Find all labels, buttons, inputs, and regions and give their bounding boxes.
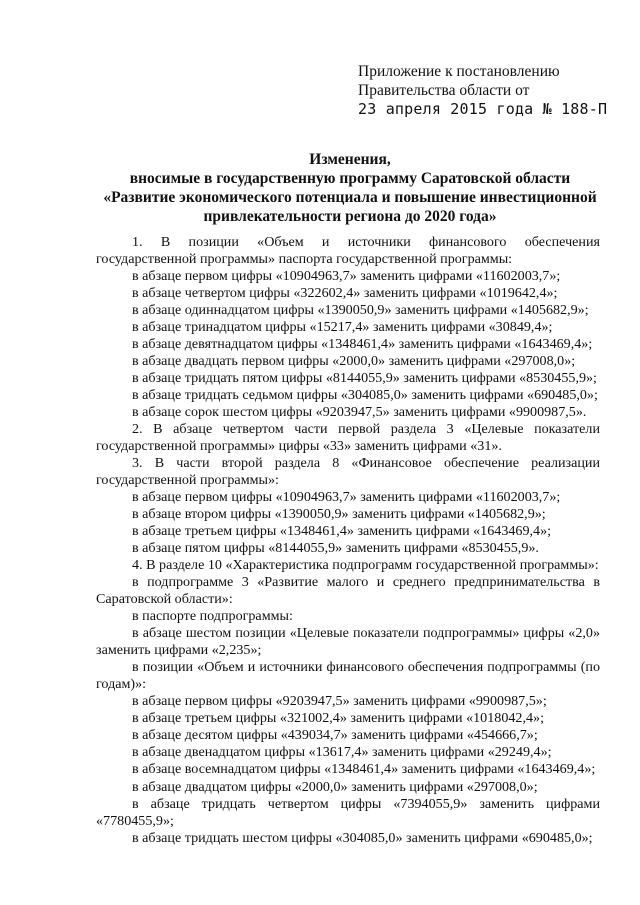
paragraph: в абзаце четвертом цифры «322602,4» заменить цифрами «1019642,4»;	[132, 285, 558, 302]
paragraph: в абзаце первом цифры «9203947,5» заменить цифрами «9900987,5»;	[132, 693, 547, 710]
paragraph: в абзаце тридцать пятом цифры «8144055,9» заменить цифрами «8530455,9»;	[132, 370, 597, 387]
paragraph: в паспорте подпрограммы:	[132, 608, 293, 625]
paragraph: в абзаце тридцать седьмом цифры «304085,0» заменить цифрами «690485,0»;	[132, 387, 598, 404]
appendix-date-number: 23 апреля 2015 года № 188-П	[358, 100, 608, 118]
paragraph: в абзаце третьем цифры «321002,4» заменить цифрами «1018042,4»;	[132, 710, 544, 727]
paragraph: в абзаце первом цифры «10904963,7» заменить цифрами «11602003,7»;	[132, 489, 561, 506]
paragraph: в абзаце двенадцатом цифры «13617,4» заменить цифрами «29249,4»;	[132, 744, 552, 761]
paragraph: в абзаце одиннадцатом цифры «1390050,9» заменить цифрами «1405682,9»;	[132, 302, 589, 319]
appendix-header	[358, 62, 628, 119]
paragraph: в абзаце третьем цифры «1348461,4» заменить цифрами «1643469,4»;	[132, 523, 552, 540]
paragraph: в абзаце шестом позиции «Целевые показатели подпрограммы» цифры «2,0» заменить цифрами «2,235»;	[96, 625, 600, 659]
appendix-line-1: Приложение к постановлению	[358, 63, 560, 80]
appendix-line-2: Правительства области от	[358, 82, 530, 99]
paragraph: в абзаце первом цифры «10904963,7» заменить цифрами «11602003,7»;	[132, 268, 561, 285]
paragraph: в абзаце сорок шестом цифры «9203947,5» заменить цифрами «9900987,5».	[132, 404, 587, 421]
paragraph: 1. В позиции «Объем и источники финансового обеспечения государственной программы» паспорта государственной программы:	[96, 234, 600, 268]
paragraph: в подпрограмме 3 «Развитие малого и среднего предпринимательства в Саратовской области»:	[96, 574, 600, 608]
paragraph: в абзаце пятом цифры «8144055,9» заменить цифрами «8530455,9».	[132, 540, 539, 557]
title-line-4: привлекательности региона до 2020 года»	[203, 208, 497, 225]
paragraph: 2. В абзаце четвертом части первой раздела 3 «Целевые показатели государственной программы» цифры «33» заменить цифрами «31».	[96, 421, 600, 455]
paragraph: в позиции «Объем и источники финансового обеспечения подпрограммы (по годам)»:	[96, 659, 600, 693]
title-line-3: «Развитие экономического потенциала и повышение инвестиционной	[103, 189, 597, 206]
paragraph: в абзаце тринадцатом цифры «15217,4» заменить цифрами «30849,4»;	[132, 319, 553, 336]
paragraph: в абзаце двадцать первом цифры «2000,0» заменить цифрами «297008,0»;	[132, 353, 576, 370]
paragraph: в абзаце восемнадцатом цифры «1348461,4» заменить цифрами «1643469,4»;	[132, 761, 596, 778]
paragraph: в абзаце тридцать шестом цифры «304085,0» заменить цифрами «690485,0»;	[132, 829, 593, 846]
document-body	[96, 234, 600, 847]
title-line-1: Изменения,	[309, 151, 391, 168]
paragraph: в абзаце тридцать четвертом цифры «7394055,9» заменить цифрами «7780455,9»;	[96, 795, 600, 829]
title-line-2: вносимые в государственную программу Саратовской области	[129, 170, 571, 187]
paragraph: в абзаце двадцатом цифры «2000,0» заменить цифрами «297008,0»;	[132, 778, 538, 795]
paragraph: 3. В части второй раздела 8 «Финансовое обеспечение реализации государственной программы»:	[96, 455, 600, 489]
paragraph: в абзаце девятнадцатом цифры «1348461,4» заменить цифрами «1643469,4»;	[132, 336, 593, 353]
paragraph: в абзаце десятом цифры «439034,7» заменить цифрами «454666,7»;	[132, 727, 538, 744]
document-title	[80, 150, 620, 226]
paragraph: 4. В разделе 10 «Характеристика подпрограмм государственной программы»:	[132, 557, 599, 574]
paragraph: в абзаце втором цифры «1390050,9» заменить цифрами «1405682,9»;	[132, 506, 546, 523]
